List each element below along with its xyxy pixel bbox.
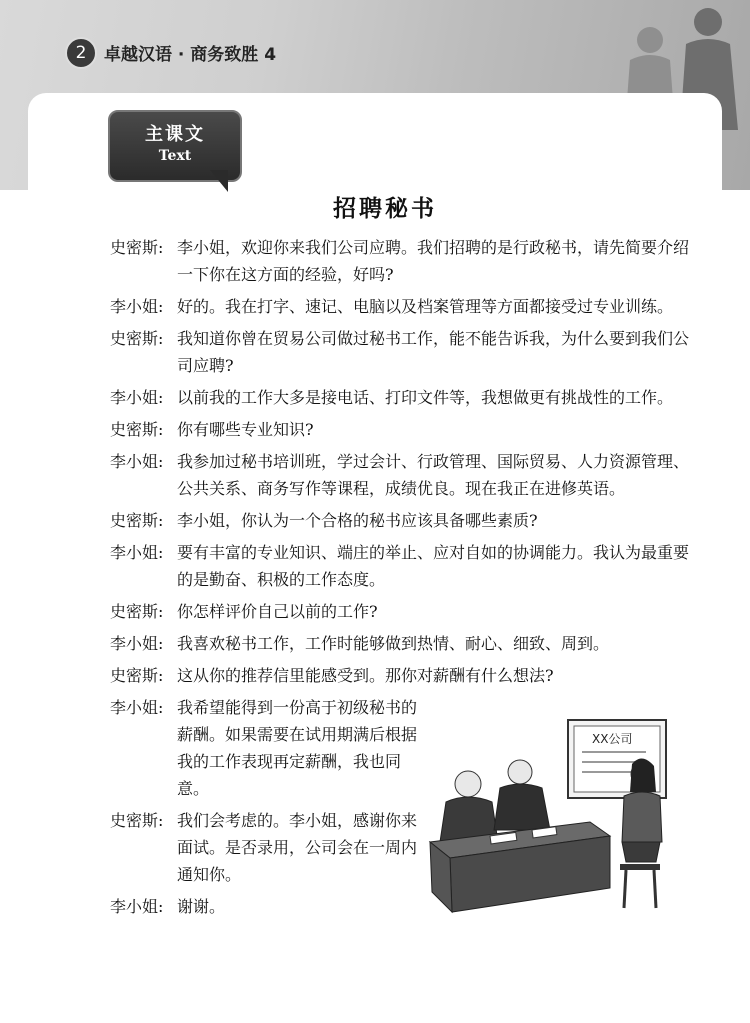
page-number: 2 <box>65 37 97 69</box>
dialogue-line <box>110 234 690 288</box>
speaker: 史密斯: <box>110 420 164 439</box>
dialogue-line <box>110 598 690 625</box>
speech-bubble-tail <box>210 170 228 192</box>
dialogue-line <box>110 325 690 379</box>
speaker: 史密斯: <box>110 329 164 348</box>
dialogue-line <box>110 416 690 443</box>
utterance: 谢谢。 <box>177 897 226 916</box>
utterance: 这从你的推荐信里能感受到。那你对薪酬有什么想法? <box>177 666 554 685</box>
utterance: 李小姐，欢迎你来我们公司应聘。我们招聘的是行政秘书，请先简要介绍一下你在这方面的经验，好吗? <box>177 238 690 284</box>
dialogue-line <box>110 507 690 534</box>
dialogue-line <box>110 384 690 411</box>
utterance: 你怎样评价自己以前的工作? <box>177 602 378 621</box>
dialogue-line <box>110 293 690 320</box>
speaker: 史密斯: <box>110 511 164 530</box>
dialogue-line <box>110 662 690 689</box>
utterance: 要有丰富的专业知识、端庄的举止、应对自如的协调能力。我认为最重要的是勤奋、积极的工作态度。 <box>177 543 690 589</box>
utterance: 我们会考虑的。李小姐，感谢你来面试。是否录用，公司会在一周内通知你。 <box>177 811 418 884</box>
speaker: 李小姐: <box>110 388 164 407</box>
sign-text: XX公司 <box>592 732 633 746</box>
dialogue-line <box>110 630 690 657</box>
utterance: 我知道你曾在贸易公司做过秘书工作，能不能告诉我，为什么要到我们公司应聘? <box>177 329 690 375</box>
utterance: 我喜欢秘书工作，工作时能够做到热情、耐心、细致、周到。 <box>177 634 610 653</box>
speaker: 李小姐: <box>110 297 164 316</box>
utterance: 以前我的工作大多是接电话、打印文件等，我想做更有挑战性的工作。 <box>177 388 674 407</box>
dialogue-line <box>110 448 690 502</box>
speaker: 李小姐: <box>110 698 164 717</box>
section-badge-label-en: Text <box>158 148 192 164</box>
utterance: 我希望能得到一份高于初级秘书的薪酬。如果需要在试用期满后根据我的工作表现再定薪酬，我也同意。 <box>177 698 418 798</box>
speaker: 史密斯: <box>110 238 164 257</box>
utterance: 我参加过秘书培训班，学过会计、行政管理、国际贸易、人力资源管理、公共关系、商务写作等课程，成绩优良。现在我正在进修英语。 <box>177 452 690 498</box>
utterance: 李小姐，你认为一个合格的秘书应该具备哪些素质? <box>177 511 538 530</box>
section-badge-label-cn: 主课文 <box>145 124 205 145</box>
speaker: 李小姐: <box>110 543 164 562</box>
speaker: 李小姐: <box>110 897 164 916</box>
interview-illustration <box>420 712 670 924</box>
utterance: 好的。我在打字、速记、电脑以及档案管理等方面都接受过专业训练。 <box>177 297 674 316</box>
speaker: 史密斯: <box>110 666 164 685</box>
utterance: 你有哪些专业知识? <box>177 420 314 439</box>
speaker: 李小姐: <box>110 452 164 471</box>
speaker: 史密斯: <box>110 602 164 621</box>
speaker: 史密斯: <box>110 811 164 830</box>
speaker: 李小姐: <box>110 634 164 653</box>
dialogue-line <box>110 539 690 593</box>
lesson-title: 招聘秘书 <box>333 195 437 222</box>
book-title: 卓越汉语 · 商务致胜 4 <box>104 45 277 65</box>
